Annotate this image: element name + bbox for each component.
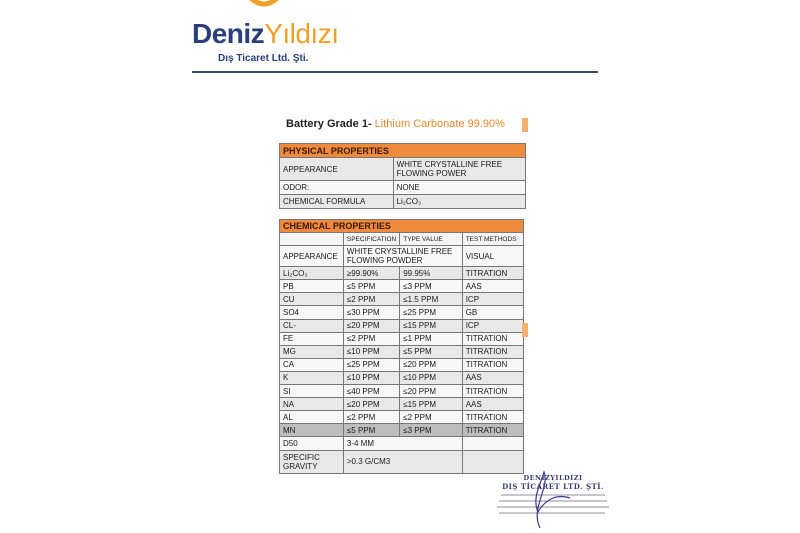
physical-properties-table (279, 143, 526, 209)
type-value-cell: ≤1.5 PPM (400, 293, 462, 306)
table-row (280, 358, 524, 371)
empty-cell (462, 437, 523, 450)
item-cell: AL (280, 411, 344, 424)
item-cell: CU (280, 293, 344, 306)
type-value-cell: ≤3 PPM (400, 280, 462, 293)
spec-cell: ≤25 PPM (343, 358, 399, 371)
table-row (280, 158, 526, 181)
property-value: WHITE CRYSTALLINE FREE FLOWING POWER (393, 158, 525, 181)
spec-cell: ≤5 PPM (343, 280, 399, 293)
table-row (280, 411, 524, 424)
spec-cell: ≤20 PPM (343, 398, 399, 411)
spec-cell: ≤2 PPM (343, 293, 399, 306)
spec-cell: ≤2 PPM (343, 332, 399, 345)
logo-emblem-icon (236, 0, 292, 16)
item-cell: SO4 (280, 306, 344, 319)
property-value: Li₂CO₃ (393, 195, 525, 209)
logo-wordmark: DenizYıldızı (192, 18, 339, 49)
spec-cell: ≤10 PPM (343, 345, 399, 358)
spec-cell: ≤5 PPM (343, 424, 399, 437)
type-value-cell: ≤10 PPM (400, 371, 462, 384)
method-cell: GB (462, 306, 523, 319)
spec-cell: >0.3 G/CM3 (343, 450, 462, 473)
spec-cell: ≤30 PPM (343, 306, 399, 319)
property-value: NONE (393, 181, 525, 195)
logo-subtitle: Dış Ticaret Ltd. Şti. (218, 53, 309, 64)
method-cell: VISUAL (462, 246, 523, 267)
chemical-properties-table (279, 219, 524, 474)
table-row (280, 345, 524, 358)
spec-cell: ≤2 PPM (343, 411, 399, 424)
column-header: TYPE VALUE (400, 233, 462, 246)
spec-cell: 3-4 MM (343, 437, 462, 450)
column-header (280, 233, 344, 246)
table-row (280, 246, 524, 267)
page-title: Battery Grade 1- Lithium Carbonate 99.90% (286, 118, 505, 130)
type-value-cell: ≤2 PPM (400, 411, 462, 424)
table-row (280, 280, 524, 293)
signature (510, 468, 580, 530)
item-cell: SI (280, 385, 344, 398)
spec-cell: ≥99.90% (343, 267, 399, 280)
property-label: APPEARANCE (280, 158, 394, 181)
method-cell: AAS (462, 398, 523, 411)
item-cell: K (280, 371, 344, 384)
type-value-cell: ≤25 PPM (400, 306, 462, 319)
method-cell: TITRATION (462, 358, 523, 371)
table-row (280, 332, 524, 345)
column-header: TEST METHODS (462, 233, 523, 246)
table-row (280, 450, 524, 473)
method-cell: ICP (462, 319, 523, 332)
table-row (280, 306, 524, 319)
spec-cell: WHITE CRYSTALLINE FREE FLOWING POWDER (343, 246, 462, 267)
item-cell: SPECIFIC GRAVITY (280, 450, 344, 473)
table-row (280, 371, 524, 384)
type-value-cell: 99.95% (400, 267, 462, 280)
item-cell: NA (280, 398, 344, 411)
column-header-row (280, 233, 524, 246)
table-row (280, 293, 524, 306)
table-row (280, 424, 524, 437)
item-cell: CA (280, 358, 344, 371)
header-divider (192, 71, 598, 73)
method-cell: TITRATION (462, 385, 523, 398)
item-cell: MG (280, 345, 344, 358)
method-cell: AAS (462, 280, 523, 293)
table-row (280, 437, 524, 450)
company-logo (192, 0, 382, 70)
property-label: CHEMICAL FORMULA (280, 195, 394, 209)
method-cell: TITRATION (462, 345, 523, 358)
item-cell: FE (280, 332, 344, 345)
spec-cell: ≤40 PPM (343, 385, 399, 398)
type-value-cell: ≤1 PPM (400, 332, 462, 345)
item-cell: MN (280, 424, 344, 437)
edge-mark (522, 118, 528, 132)
item-cell: Li₂CO₃ (280, 267, 344, 280)
type-value-cell: ≤20 PPM (400, 358, 462, 371)
column-header: SPECIFICATION (343, 233, 399, 246)
method-cell: TITRATION (462, 267, 523, 280)
method-cell: ICP (462, 293, 523, 306)
chemical-properties-heading: CHEMICAL PROPERTIES (280, 220, 524, 233)
method-cell: TITRATION (462, 332, 523, 345)
spec-cell: ≤10 PPM (343, 371, 399, 384)
item-cell: D50 (280, 437, 344, 450)
item-cell: CL- (280, 319, 344, 332)
method-cell: TITRATION (462, 424, 523, 437)
type-value-cell: ≤15 PPM (400, 319, 462, 332)
spec-cell: ≤20 PPM (343, 319, 399, 332)
table-row (280, 319, 524, 332)
table-row (280, 181, 526, 195)
item-cell: APPEARANCE (280, 246, 344, 267)
table-row (280, 385, 524, 398)
table-row (280, 195, 526, 209)
item-cell: PB (280, 280, 344, 293)
edge-mark (522, 323, 528, 337)
table-row (280, 398, 524, 411)
method-cell: AAS (462, 371, 523, 384)
company-stamp: DENIZYILDIZI DIŞ TİCARET LTD. ŞTİ. (488, 474, 618, 530)
property-label: ODOR: (280, 181, 394, 195)
type-value-cell: ≤3 PPM (400, 424, 462, 437)
type-value-cell: ≤15 PPM (400, 398, 462, 411)
type-value-cell: ≤20 PPM (400, 385, 462, 398)
table-row (280, 267, 524, 280)
method-cell: TITRATION (462, 411, 523, 424)
physical-properties-heading: PHYSICAL PROPERTIES (280, 144, 526, 158)
type-value-cell: ≤5 PPM (400, 345, 462, 358)
